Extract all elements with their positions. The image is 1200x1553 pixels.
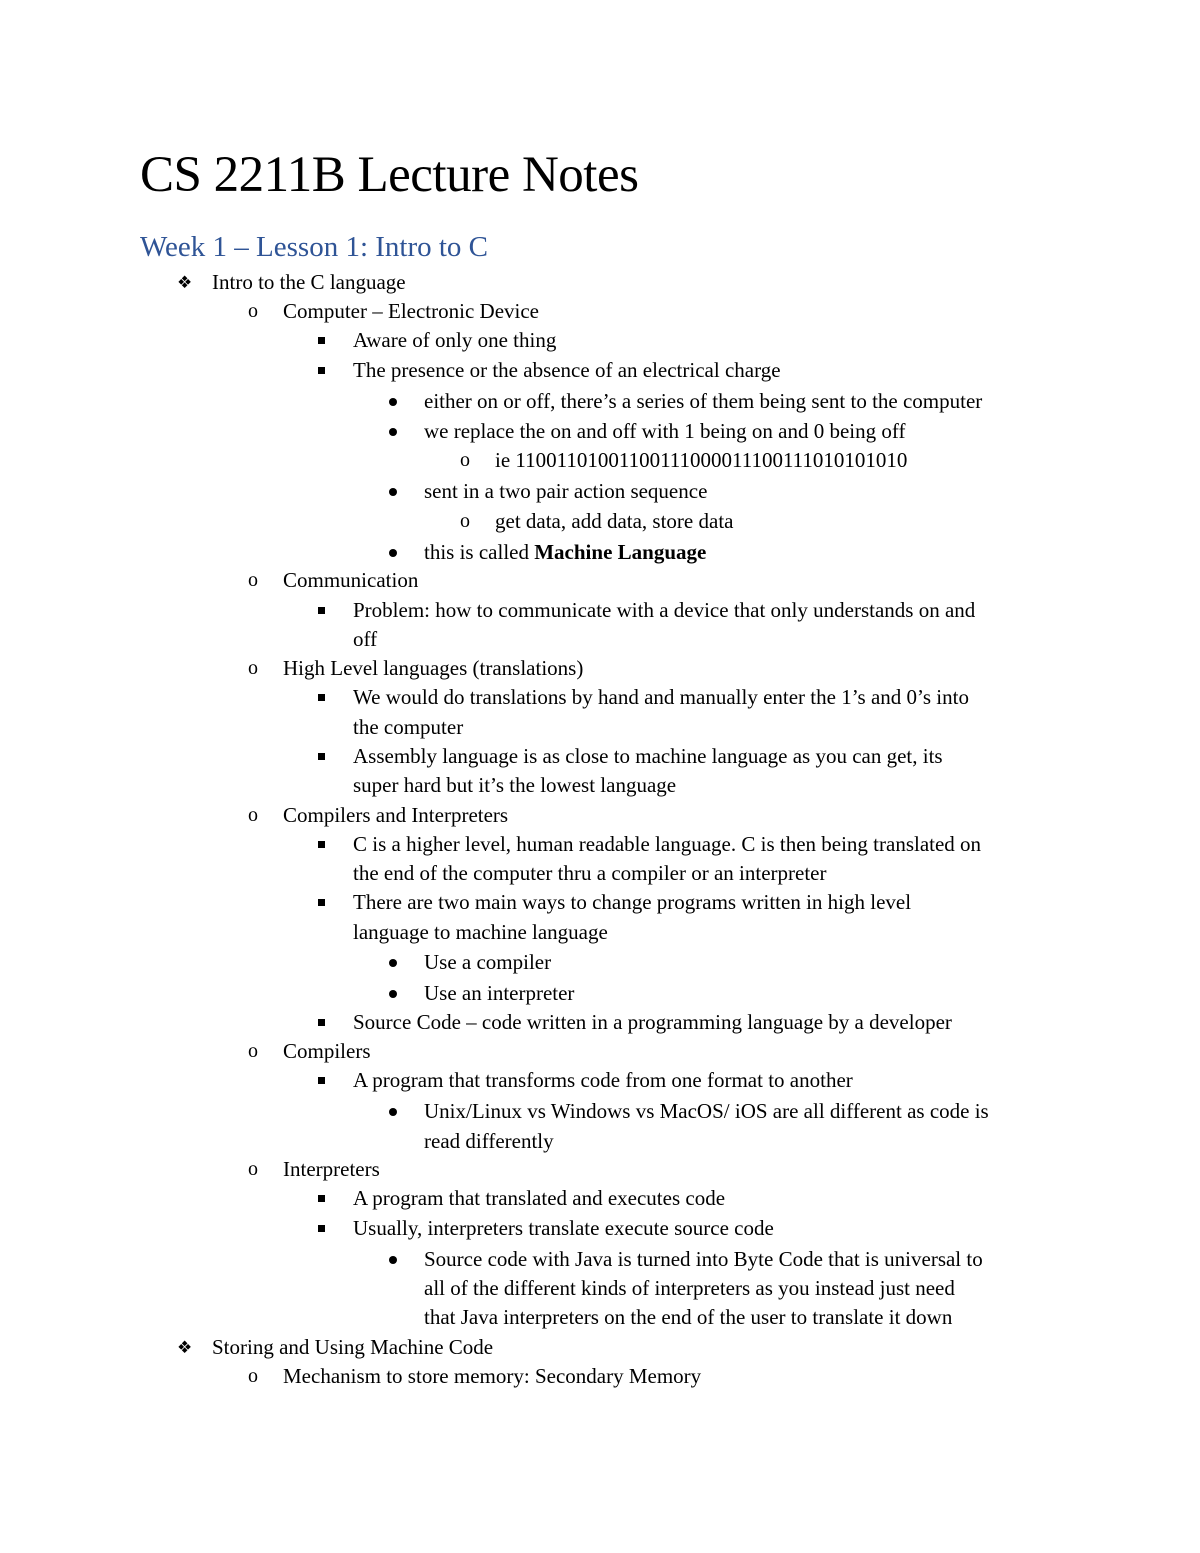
line-text: ie 11001101001100111000011100111010101010	[495, 448, 908, 472]
document-title: CS 2211B Lecture Notes	[140, 147, 639, 203]
line-text: either on or off, there’s a series of them being sent to the computer	[424, 389, 983, 413]
line-text: There are two main ways to change programs written in high level	[353, 890, 912, 914]
line-text: language to machine language	[353, 920, 608, 944]
line-text	[424, 538, 706, 568]
line-text: Storing and Using Machine Code	[212, 1335, 494, 1359]
circle-bullet-icon: o	[248, 1158, 258, 1180]
square-bullet-icon	[318, 694, 325, 701]
dot-bullet-icon	[389, 1108, 397, 1116]
line-text: Compilers	[283, 1039, 371, 1063]
line-text: Interpreters	[283, 1157, 380, 1181]
line-text: C is a higher level, human readable language. C is then being translated on	[353, 832, 982, 856]
line-text: Compilers and Interpreters	[283, 803, 509, 827]
line-text: Source code with Java is turned into Byte Code that is universal to	[424, 1247, 983, 1271]
circle-bullet-icon: o	[248, 657, 258, 679]
dot-bullet-icon	[389, 428, 397, 436]
line-text: get data, add data, store data	[495, 509, 734, 533]
square-bullet-icon	[318, 1077, 325, 1084]
circle-bullet-icon: o	[248, 569, 258, 591]
diamond-bullet-icon: ❖	[177, 273, 193, 292]
line-text: the end of the computer thru a compiler or an interpreter	[353, 861, 827, 885]
line-text-bold: Machine Language	[534, 540, 707, 564]
square-bullet-icon	[318, 1225, 325, 1232]
line-text: Mechanism to store memory: Secondary Memory	[283, 1364, 702, 1388]
square-bullet-icon	[318, 753, 325, 760]
line-text: Aware of only one thing	[353, 328, 557, 352]
circle-bullet-icon: o	[460, 510, 470, 532]
circle-bullet-icon: o	[248, 1365, 258, 1387]
line-text: that Java interpreters on the end of the user to translate it down	[424, 1305, 953, 1329]
line-text: Source Code – code written in a programming language by a developer	[353, 1010, 952, 1034]
line-text: Unix/Linux vs Windows vs MacOS/ iOS are all different as code is	[424, 1099, 989, 1123]
line-text: sent in a two pair action sequence	[424, 479, 708, 503]
square-bullet-icon	[318, 607, 325, 614]
dot-bullet-icon	[389, 488, 397, 496]
dot-bullet-icon	[389, 1256, 397, 1264]
line-text: all of the different kinds of interpreters as you instead just need	[424, 1276, 955, 1300]
line-text: Usually, interpreters translate execute source code	[353, 1216, 774, 1240]
line-text: off	[353, 627, 378, 651]
line-text: High Level languages (translations)	[283, 656, 584, 680]
line-text: super hard but it’s the lowest language	[353, 773, 677, 797]
circle-bullet-icon: o	[248, 804, 258, 826]
square-bullet-icon	[318, 1195, 325, 1202]
circle-bullet-icon: o	[248, 1040, 258, 1062]
diamond-bullet-icon: ❖	[177, 1338, 193, 1357]
dot-bullet-icon	[389, 959, 397, 967]
line-text: read differently	[424, 1129, 554, 1153]
line-text: Use an interpreter	[424, 981, 575, 1005]
line-text: the computer	[353, 715, 464, 739]
line-text: A program that translated and executes code	[353, 1186, 726, 1210]
square-bullet-icon	[318, 337, 325, 344]
square-bullet-icon	[318, 841, 325, 848]
line-text: Assembly language is as close to machine language as you can get, its	[353, 744, 943, 768]
line-text: Intro to the C language	[212, 270, 406, 294]
circle-bullet-icon: o	[460, 449, 470, 471]
line-text: Communication	[283, 568, 419, 592]
dot-bullet-icon	[389, 549, 397, 557]
line-text: A program that transforms code from one format to another	[353, 1068, 853, 1092]
line-text: We would do translations by hand and manually enter the 1’s and 0’s into	[353, 685, 969, 709]
line-text: Problem: how to communicate with a device that only understands on and	[353, 598, 976, 622]
square-bullet-icon	[318, 899, 325, 906]
line-text: The presence or the absence of an electrical charge	[353, 358, 781, 382]
circle-bullet-icon: o	[248, 300, 258, 322]
dot-bullet-icon	[389, 398, 397, 406]
line-text: Computer – Electronic Device	[283, 299, 539, 323]
dot-bullet-icon	[389, 990, 397, 998]
line-text: Use a compiler	[424, 950, 552, 974]
square-bullet-icon	[318, 1019, 325, 1026]
line-text: we replace the on and off with 1 being on and 0 being off	[424, 419, 906, 443]
section-heading: Week 1 – Lesson 1: Intro to C	[140, 231, 489, 263]
line-text-plain: this is called	[424, 540, 535, 564]
square-bullet-icon	[318, 367, 325, 374]
